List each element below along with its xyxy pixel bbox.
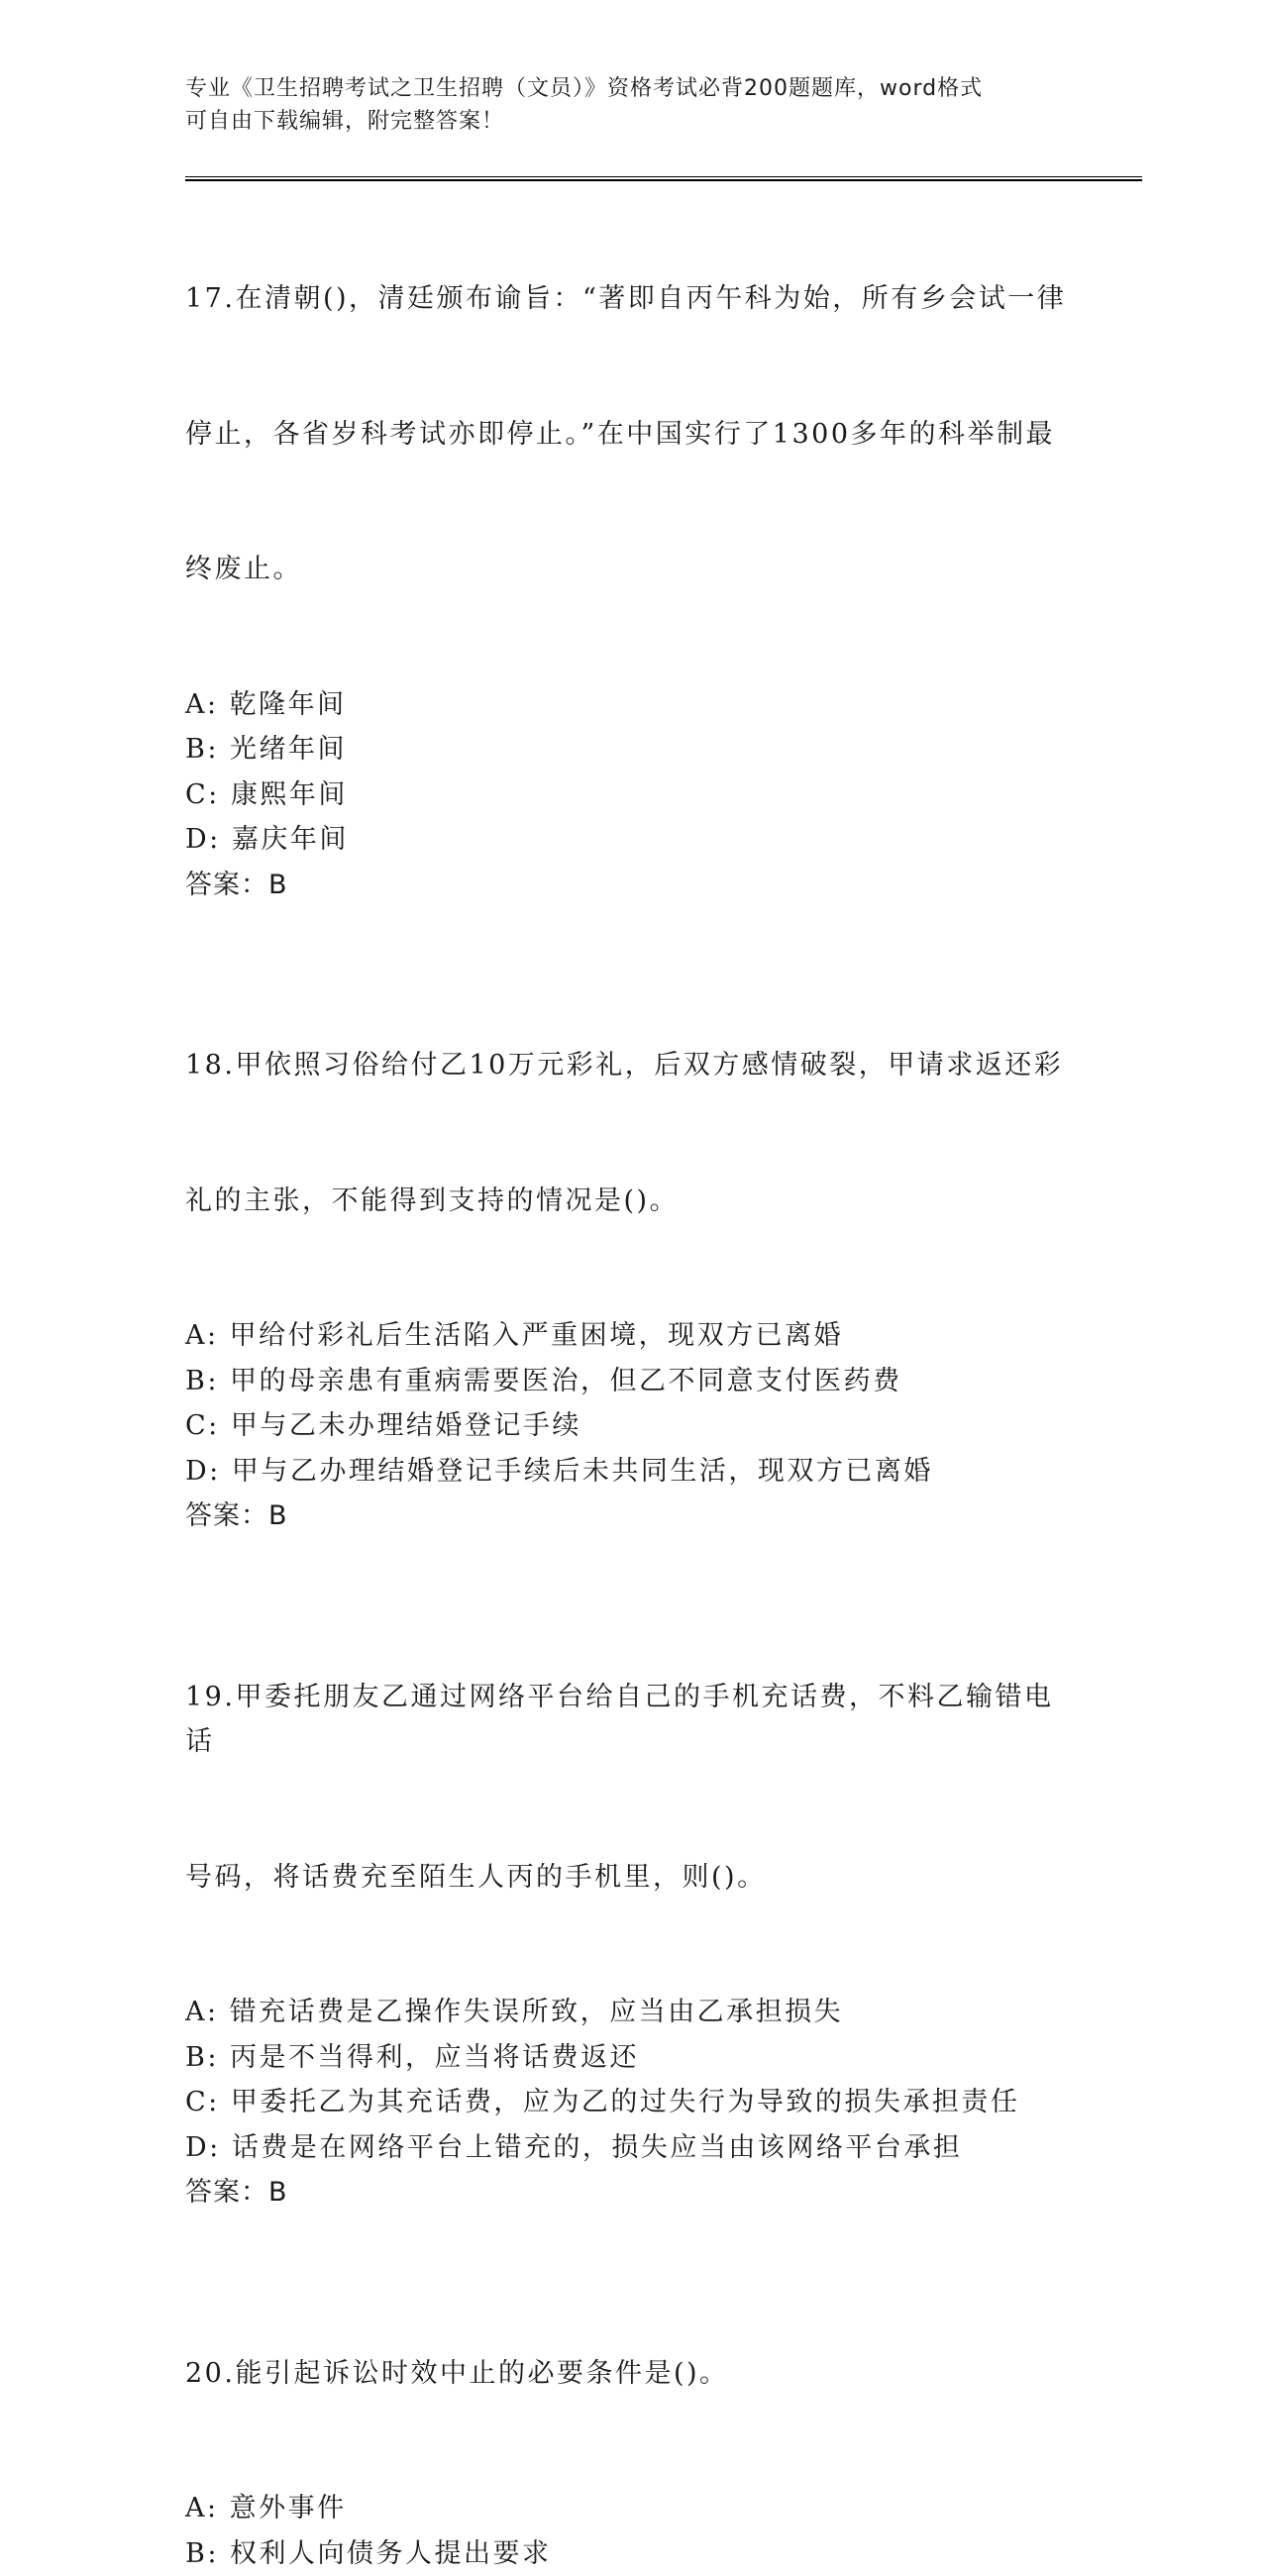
option-b: B: 权利人向债务人提出要求 [185,2531,1077,2576]
question-stem [185,953,1077,1313]
option-a: A: 乾隆年间 [185,682,1077,728]
option-d: D: 嘉庆年间 [185,817,1077,863]
option-a: A: 甲给付彩礼后生活陷入严重困境，现双方已离婚 [185,1313,1077,1359]
header-line-2: 可自由下载编辑，附完整答案！ [185,105,1057,138]
question-18 [185,953,1077,1539]
question-stem [185,2261,1077,2487]
question-list [185,186,1077,2576]
question-stem [185,186,1077,682]
stem-line: 停止，各省岁科考试亦即停止。”在中国实行了1300多年的科举制最 [185,412,1077,458]
question-17 [185,186,1077,907]
option-b: B: 丙是不当得利，应当将话费返还 [185,2035,1077,2081]
header-divider-thin [185,176,1142,177]
stem-line: 17.在清朝()，清廷颁布谕旨：“著即自丙午科为始，所有乡会试一律 [185,276,1077,322]
option-d: D: 话费是在网络平台上错充的，损失应当由该网络平台承担 [185,2125,1077,2171]
question-19 [185,1585,1077,2215]
option-d: D: 甲与乙办理结婚登记手续后未共同生活，现双方已离婚 [185,1449,1077,1494]
option-a: A: 意外事件 [185,2486,1077,2531]
option-c: C: 甲委托乙为其充话费，应为乙的过失行为导致的损失承担责任 [185,2080,1077,2125]
option-c: C: 甲与乙未办理结婚登记手续 [185,1403,1077,1449]
option-c: C: 康熙年间 [185,773,1077,818]
answer-line: 答案：B [185,863,1077,908]
stem-line: 礼的主张，不能得到支持的情况是()。 [185,1179,1077,1224]
option-b: B: 光绪年间 [185,727,1077,773]
answer-line: 答案：B [185,2170,1077,2215]
header-divider-thick [185,179,1142,181]
document-header-note [185,72,1057,138]
header-line-1: 专业《卫生招聘考试之卫生招聘（文员）》资格考试必背200题题库，word格式 [185,72,1057,105]
stem-line: 19.甲委托朋友乙通过网络平台给自己的手机充话费，不料乙输错电话 [185,1675,1077,1765]
option-b: B: 甲的母亲患有重病需要医治，但乙不同意支付医药费 [185,1359,1077,1404]
stem-line: 18.甲依照习俗给付乙10万元彩礼，后双方感情破裂，甲请求返还彩 [185,1043,1077,1088]
answer-line: 答案：B [185,1494,1077,1539]
question-stem [185,1585,1077,1991]
option-a: A: 错充话费是乙操作失误所致，应当由乙承担损失 [185,1990,1077,2035]
stem-line: 20.能引起诉讼时效中止的必要条件是()。 [185,2351,1077,2397]
stem-line: 终废止。 [185,547,1077,592]
question-20 [185,2261,1077,2576]
stem-line: 号码，将话费充至陌生人丙的手机里，则()。 [185,1855,1077,1901]
